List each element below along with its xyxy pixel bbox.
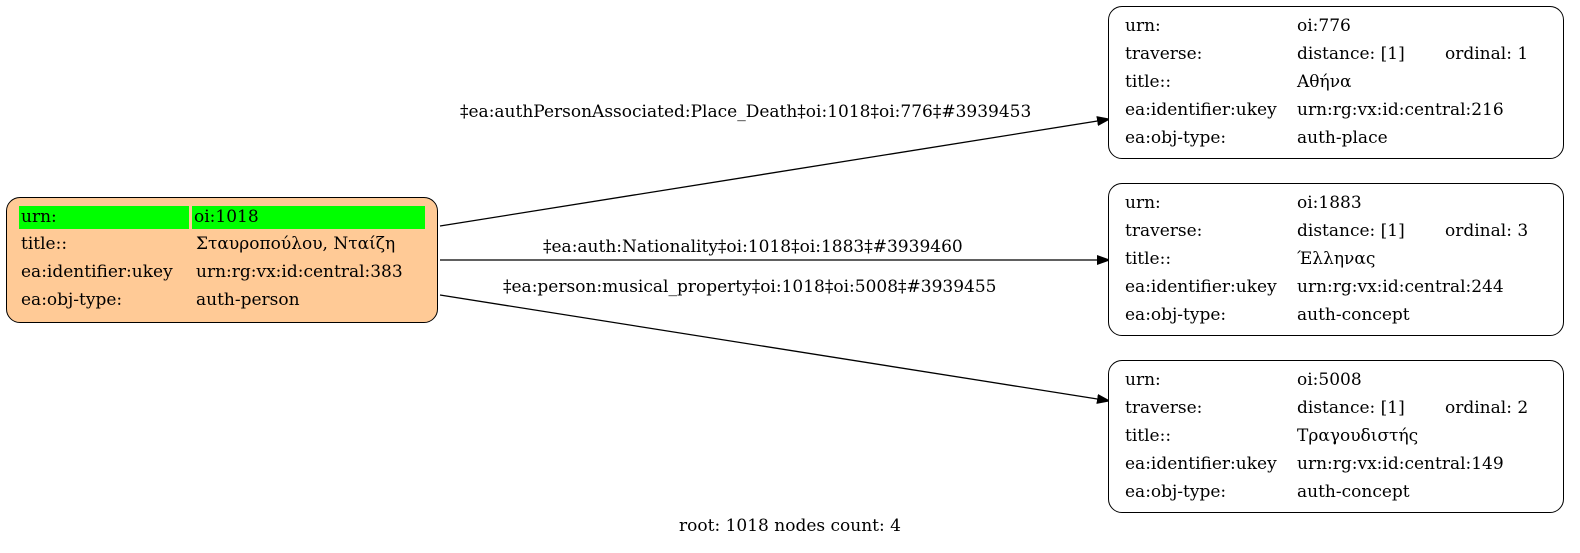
node-urn-key: urn: bbox=[1125, 16, 1161, 36]
root-title-key: title:: bbox=[21, 234, 68, 254]
node-distance-value: distance: [1] bbox=[1297, 398, 1405, 418]
target-node-musical-property[interactable] bbox=[1108, 360, 1564, 513]
root-urn-row bbox=[19, 206, 425, 229]
node-ukey-key: ea:identifier:ukey bbox=[1125, 454, 1277, 474]
node-ordinal-value: ordinal: 3 bbox=[1445, 221, 1529, 241]
graph-footer: root: 1018 nodes count: 4 bbox=[679, 516, 901, 536]
node-ukey-value: urn:rg:vx:id:central:149 bbox=[1297, 454, 1504, 474]
node-type-key: ea:obj-type: bbox=[1125, 305, 1227, 325]
node-type-key: ea:obj-type: bbox=[1125, 128, 1227, 148]
node-ordinal-value: ordinal: 2 bbox=[1445, 398, 1529, 418]
node-urn-key: urn: bbox=[1125, 370, 1161, 390]
node-traverse-key: traverse: bbox=[1125, 398, 1203, 418]
target-node-nationality[interactable] bbox=[1108, 183, 1564, 336]
edge-label-musical-property: ‡ea:person:musical_property‡oi:1018‡oi:5008‡#3939455 bbox=[503, 277, 997, 297]
node-urn-value: oi:1883 bbox=[1297, 193, 1362, 213]
root-type-value: auth-person bbox=[196, 290, 300, 310]
node-title-key: title:: bbox=[1125, 426, 1172, 446]
node-title-value: Έλληνας bbox=[1297, 249, 1376, 269]
node-type-key: ea:obj-type: bbox=[1125, 482, 1227, 502]
node-type-value: auth-place bbox=[1297, 128, 1388, 148]
node-type-value: auth-concept bbox=[1297, 482, 1410, 502]
node-urn-value: oi:5008 bbox=[1297, 370, 1362, 390]
node-ukey-key: ea:identifier:ukey bbox=[1125, 277, 1277, 297]
root-node[interactable] bbox=[6, 197, 438, 323]
node-distance-value: distance: [1] bbox=[1297, 44, 1405, 64]
node-title-value: Τραγουδιστής bbox=[1297, 426, 1419, 446]
node-urn-value: oi:776 bbox=[1297, 16, 1351, 36]
root-ukey-key: ea:identifier:ukey bbox=[21, 262, 173, 282]
node-ordinal-value: ordinal: 1 bbox=[1445, 44, 1529, 64]
edge-label-nationality: ‡ea:auth:Nationality‡oi:1018‡oi:1883‡#3939460 bbox=[543, 237, 963, 257]
node-distance-value: distance: [1] bbox=[1297, 221, 1405, 241]
node-traverse-key: traverse: bbox=[1125, 221, 1203, 241]
node-type-value: auth-concept bbox=[1297, 305, 1410, 325]
edge-label-place-death: ‡ea:authPersonAssociated:Place_Death‡oi:1018‡oi:776‡#3939453 bbox=[460, 102, 1032, 122]
target-node-place[interactable] bbox=[1108, 6, 1564, 159]
node-ukey-value: urn:rg:vx:id:central:244 bbox=[1297, 277, 1504, 297]
node-title-value: Αθήνα bbox=[1297, 72, 1352, 92]
edge-line-place-death bbox=[440, 119, 1110, 226]
root-ukey-value: urn:rg:vx:id:central:383 bbox=[196, 262, 403, 282]
root-urn-key: urn: bbox=[19, 206, 189, 229]
root-type-key: ea:obj-type: bbox=[21, 290, 123, 310]
root-urn-value: oi:1018 bbox=[192, 206, 425, 229]
node-traverse-key: traverse: bbox=[1125, 44, 1203, 64]
node-ukey-key: ea:identifier:ukey bbox=[1125, 100, 1277, 120]
node-title-key: title:: bbox=[1125, 72, 1172, 92]
node-ukey-value: urn:rg:vx:id:central:216 bbox=[1297, 100, 1504, 120]
node-urn-key: urn: bbox=[1125, 193, 1161, 213]
root-title-value: Σταυροπούλου, Νταίζη bbox=[196, 234, 396, 254]
edge-line-musical-property bbox=[440, 295, 1110, 401]
node-title-key: title:: bbox=[1125, 249, 1172, 269]
